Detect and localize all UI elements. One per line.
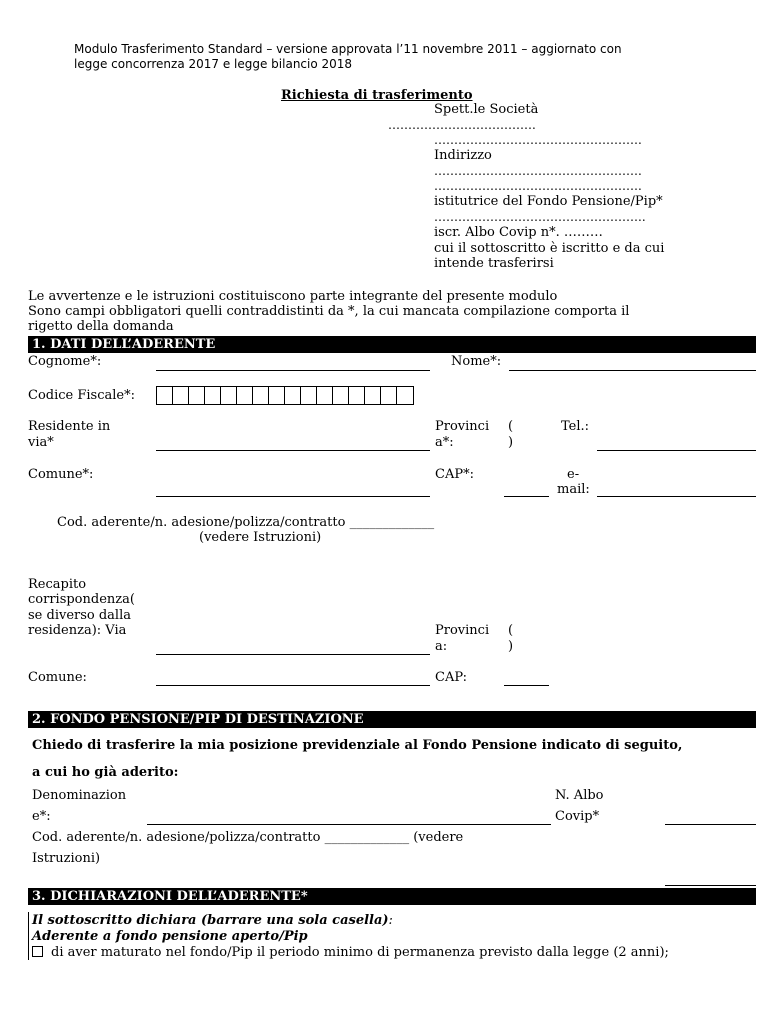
section-1-header xyxy=(28,336,756,353)
form-version-note: Modulo Trasferimento Standard – versione approvata l’11 novembre 2011 – aggiornato con xyxy=(74,42,622,56)
cod-aderente-label: Cod. aderente/n. adesione/polizza/contratto _____________ xyxy=(57,515,435,530)
chiedo-text-cont: a cui ho già aderito: xyxy=(32,765,179,780)
comune-label: Comune*: xyxy=(28,467,94,482)
n-albo-label: N. Albo xyxy=(555,788,604,803)
section-3-header xyxy=(28,888,756,905)
cf-box[interactable] xyxy=(253,387,269,404)
recapito-via-field[interactable] xyxy=(156,654,430,655)
denominazione-label: Denominazion xyxy=(32,788,127,803)
cod-aderente2-label: Cod. aderente/n. adesione/polizza/contratto _____________ (vedere xyxy=(32,830,464,845)
n-albo-label-cont: Covip* xyxy=(555,809,600,824)
comune2-field[interactable] xyxy=(156,685,430,686)
dichiara-text xyxy=(32,913,393,928)
section-2-title: 2. FONDO PENSIONE/PIP DI DESTINAZIONE xyxy=(32,712,364,727)
cod-aderente-hint: (vedere Istruzioni) xyxy=(199,530,322,545)
aderente-heading: Aderente a fondo pensione aperto/Pip xyxy=(32,929,308,944)
addressee-indirizzo: Indirizzo xyxy=(434,148,492,163)
email-label-cont: mail: xyxy=(557,482,590,497)
chiedo-text: Chiedo di trasferire la mia posizione previdenziale al Fondo Pensione indicato di seguito, xyxy=(32,738,683,753)
cap-label: CAP*: xyxy=(435,467,474,482)
section-2-end-line xyxy=(665,885,756,886)
section-2-header xyxy=(28,711,756,728)
provincia2-paren-close: ) xyxy=(508,639,514,654)
tel-label: Tel.: xyxy=(561,419,590,434)
comune2-label: Comune: xyxy=(28,670,87,685)
cf-box[interactable] xyxy=(365,387,381,404)
cap2-label: CAP: xyxy=(435,670,467,685)
intro-line-1: Le avvertenze e le istruzioni costituiscono parte integrante del presente modulo xyxy=(28,289,558,304)
addressee-dots-1: ………………………………. xyxy=(388,118,536,132)
provincia2-label: Provinci xyxy=(435,623,490,638)
cf-box[interactable] xyxy=(173,387,189,404)
denominazione-field[interactable] xyxy=(147,824,551,825)
cognome-label: Cognome*: xyxy=(28,354,102,369)
addressee-albo: iscr. Albo Covip n*. ……… xyxy=(434,225,603,240)
cod-aderente2-hint: Istruzioni) xyxy=(32,851,101,866)
cf-box[interactable] xyxy=(205,387,221,404)
residente-label-cont: via* xyxy=(28,435,54,450)
nome-field[interactable] xyxy=(509,370,756,371)
addressee-dots-3: ……………………………………………. xyxy=(434,164,642,178)
recapito-label-2: corrispondenza( xyxy=(28,592,135,607)
nome-label: Nome*: xyxy=(451,354,502,369)
form-left-border xyxy=(28,912,29,960)
cognome-field[interactable] xyxy=(156,370,430,371)
cf-box[interactable] xyxy=(285,387,301,404)
recapito-label-3: se diverso dalla xyxy=(28,608,131,623)
cf-box[interactable] xyxy=(221,387,237,404)
recapito-label-1: Recapito xyxy=(28,577,87,592)
cf-box[interactable] xyxy=(349,387,365,404)
section-1-title: 1. DATI DELL’ADERENTE xyxy=(32,337,216,352)
provincia-label: Provinci xyxy=(435,419,490,434)
provincia-label-cont: a*: xyxy=(435,435,454,450)
cf-box[interactable] xyxy=(333,387,349,404)
cap-field[interactable] xyxy=(504,496,549,497)
addressee-spett: Spett.le Società xyxy=(434,102,539,117)
codice-fiscale-boxes[interactable] xyxy=(156,386,414,405)
comune-field[interactable] xyxy=(156,496,430,497)
cf-box[interactable] xyxy=(317,387,333,404)
denominazione-label-cont: e*: xyxy=(32,809,51,824)
residente-label: Residente in xyxy=(28,419,111,434)
form-version-note-cont: legge concorrenza 2017 e legge bilancio 2018 xyxy=(74,57,353,71)
cf-box[interactable] xyxy=(189,387,205,404)
cf-box[interactable] xyxy=(269,387,285,404)
via-field[interactable] xyxy=(156,450,430,451)
provincia-paren-open: ( xyxy=(508,419,514,434)
email-label: e- xyxy=(567,467,580,482)
section-3-title: 3. DICHIARAZIONI DELL’ADERENTE* xyxy=(32,889,308,904)
provincia-paren-close: ) xyxy=(508,435,514,450)
tel-field[interactable] xyxy=(597,450,756,451)
intro-line-3: rigetto della domanda xyxy=(28,319,174,334)
addressee-dots-4: ……………………………………………. xyxy=(434,179,642,193)
addressee-note-2: intende trasferirsi xyxy=(434,256,554,271)
addressee-istitutrice: istitutrice del Fondo Pensione/Pip* xyxy=(434,194,663,209)
option-1-label: di aver maturato nel fondo/Pip il periodo minimo di permanenza previsto dalla legge (2 anni); xyxy=(51,945,669,960)
provincia2-label-cont: a: xyxy=(435,639,448,654)
option-1 xyxy=(32,945,669,960)
dichiara-main: Il sottoscritto dichiara (barrare una sola casella) xyxy=(32,913,389,928)
addressee-dots-5: …………………………………………….. xyxy=(434,210,646,224)
cf-box[interactable] xyxy=(381,387,397,404)
addressee-note-1: cui il sottoscritto è iscritto e da cui xyxy=(434,241,665,256)
cf-box[interactable] xyxy=(157,387,173,404)
provincia2-paren-open: ( xyxy=(508,623,514,638)
codice-fiscale-label: Codice Fiscale*: xyxy=(28,388,135,403)
recapito-label-4: residenza): Via xyxy=(28,623,127,638)
cap2-field[interactable] xyxy=(504,685,549,686)
addressee-dots-2: ……………………………………………. xyxy=(434,133,642,147)
intro-line-2: Sono campi obbligatori quelli contraddistinti da *, la cui mancata compilazione comporta il xyxy=(28,304,630,319)
cf-box[interactable] xyxy=(397,387,413,404)
cf-box[interactable] xyxy=(237,387,253,404)
dichiara-colon: : xyxy=(388,913,393,928)
option-1-checkbox[interactable] xyxy=(32,946,43,957)
n-albo-field[interactable] xyxy=(665,824,756,825)
email-field[interactable] xyxy=(597,496,756,497)
cf-box[interactable] xyxy=(301,387,317,404)
form-title: Richiesta di trasferimento xyxy=(281,88,473,103)
